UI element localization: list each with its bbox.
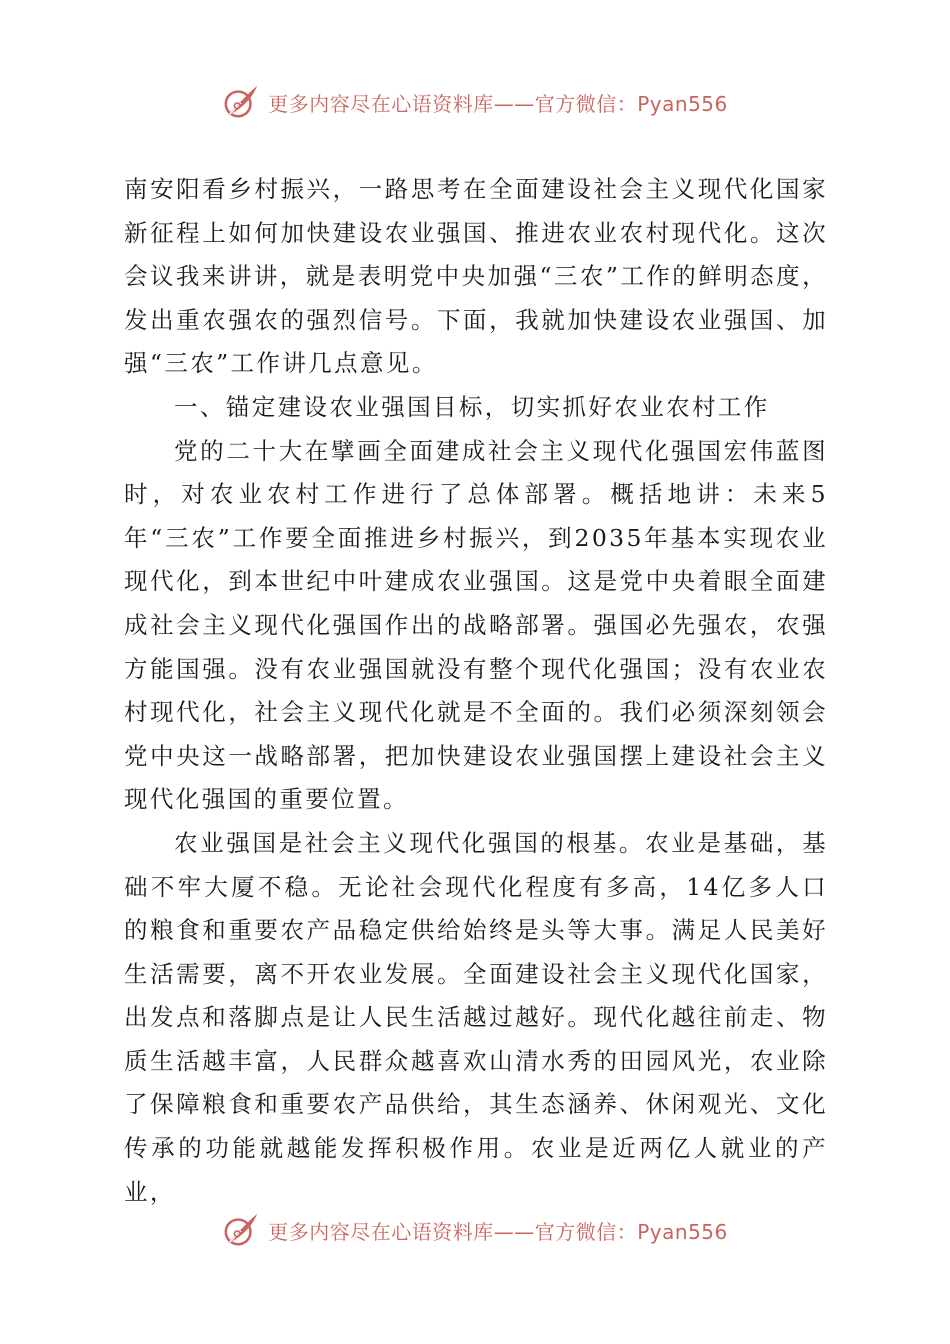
header-banner [0,80,950,124]
footer-separator: —— [493,1219,535,1244]
quill-logo-icon [222,1211,260,1249]
footer-wechat-label: 官方微信： [534,1219,638,1244]
header-wechat-id: Pyan556 [637,91,728,116]
footer-banner-text [268,1216,728,1245]
paragraph: 党的二十大在擘画全面建成社会主义现代化强国宏伟蓝图时，对农业农村工作进行了总体部署。概括地讲：未来5年“三农”工作要全面推进乡村振兴，到2035年基本实现农业现代化，到本世纪中叶建成农业强国。这是党中央着眼全面建成社会主义现代化强国作出的战略部署。强国必先强农，农强方能国强。没有农业强国就没有整个现代化强国；没有农业农村现代化，社会主义现代化就是不全面的。我们必须深刻领会党中央这一战略部署，把加快建设农业强国摆上建设社会主义现代化强国的重要位置。 [124,436,828,814]
header-banner-text [268,88,728,117]
header-separator: —— [493,91,535,116]
paragraph: 农业强国是社会主义现代化强国的根基。农业是基础，基础不牢大厦不稳。无论社会现代化程度有多高，14亿多人口的粮食和重要农产品稳定供给始终是头等大事。满足人民美好生活需要，离不开农业发展。全面建设社会主义现代化国家，出发点和落脚点是让人民生活越过越好。现代化越往前走、物质生活越丰富，人民群众越喜欢山清水秀的田园风光，农业除了保障粮食和重要农产品供给，其生态涵养、休闲观光、文化传承的功能就越能发挥积极作用。农业是近两亿人就业的产业， [124,828,828,1206]
footer-wechat-id: Pyan556 [637,1219,728,1244]
section-heading: 一、锚定建设农业强国目标，切实抓好农业农村工作 [174,392,770,421]
paragraph-continuation: 南安阳看乡村振兴，一路思考在全面建设社会主义现代化国家新征程上如何加快建设农业强国、推进农业农村现代化。这次会议我来讲讲，就是表明党中央加强“三农”工作的鲜明态度，发出重农强农的强烈信号。下面，我就加快建设农业强国、加强“三农”工作讲几点意见。 [124,175,828,378]
header-site-name: 更多内容尽在心语资料库 [268,91,494,116]
footer-banner [0,1208,950,1252]
header-wechat-label: 官方微信： [534,91,638,116]
document-body [124,168,828,1214]
quill-logo-icon [222,83,260,121]
footer-site-name: 更多内容尽在心语资料库 [268,1219,494,1244]
